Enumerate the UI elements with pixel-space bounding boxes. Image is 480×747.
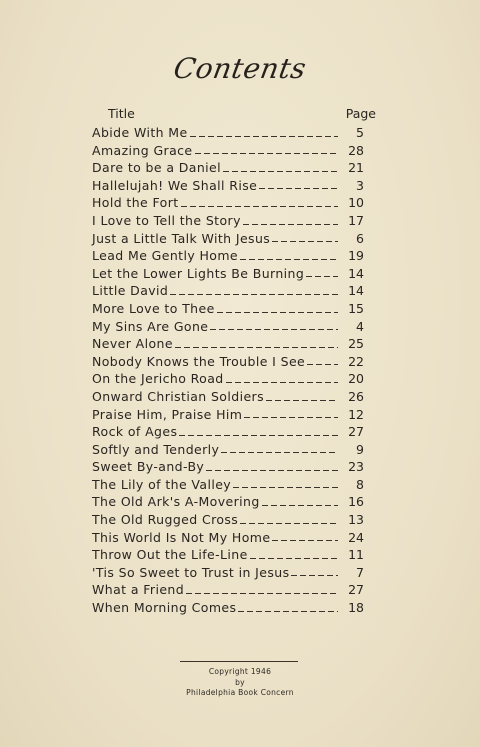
toc-entry — [92, 511, 364, 529]
dash-leader — [195, 153, 338, 154]
dash-leader — [240, 523, 338, 524]
toc-entry-title: Softly and Tenderly — [92, 441, 220, 457]
by-line: by — [235, 677, 245, 687]
toc-entry-page: 27 — [348, 424, 364, 440]
toc-entry — [92, 370, 364, 388]
toc-entry-title: Let the Lower Lights Be Burning — [92, 265, 305, 281]
toc-entry-title: The Old Rugged Cross — [92, 512, 239, 528]
toc-entry — [92, 564, 364, 582]
toc-entry — [92, 212, 364, 230]
dash-leader — [223, 171, 338, 172]
toc-entry — [92, 388, 364, 406]
dash-leader — [272, 241, 338, 242]
toc-entry-page: 3 — [356, 177, 364, 193]
toc-entry-page: 4 — [356, 318, 364, 334]
toc-entry — [92, 265, 364, 283]
toc-entry-page: 15 — [348, 300, 364, 316]
toc-entry-title: I Love to Tell the Story — [92, 212, 241, 228]
toc-entry — [92, 599, 364, 617]
toc-entry-page: 6 — [356, 230, 364, 246]
toc-entry-page: 11 — [348, 547, 364, 563]
toc-entry — [92, 441, 364, 459]
dash-leader — [238, 611, 338, 612]
toc-entry — [92, 476, 364, 494]
toc-entry-page: 17 — [348, 212, 364, 228]
dash-leader — [179, 435, 338, 436]
toc-entry-page: 7 — [356, 564, 364, 580]
toc-entry-title: Nobody Knows the Trouble I See — [92, 353, 306, 369]
toc-entry-title: This World Is Not My Home — [92, 529, 271, 545]
toc-entry-title: On the Jericho Road — [92, 371, 224, 387]
dash-leader — [291, 575, 338, 576]
toc-entry-title: Praise Him, Praise Him — [92, 406, 243, 422]
dash-leader — [181, 206, 338, 207]
toc-entry — [92, 423, 364, 441]
toc-entry-title: Little David — [92, 283, 169, 299]
toc-entry — [92, 142, 364, 160]
dash-leader — [266, 400, 338, 401]
toc-entry-page: 19 — [348, 248, 364, 264]
toc-entry-title: Throw Out the Life-Line — [92, 547, 248, 563]
toc-entry-title: The Old Ark's A-Movering — [92, 494, 260, 510]
toc-entry-page: 23 — [348, 459, 364, 475]
page-title: Contents — [171, 52, 309, 85]
toc-entry-page: 21 — [348, 160, 364, 176]
toc-entry-page: 14 — [348, 265, 364, 281]
toc-entry-page: 20 — [348, 371, 364, 387]
toc-entry — [92, 335, 364, 353]
dash-leader — [307, 364, 338, 365]
toc-entry-page: 10 — [348, 195, 364, 211]
toc-entry-title: Just a Little Talk With Jesus — [92, 230, 271, 246]
colophon — [0, 667, 480, 699]
dash-leader — [243, 224, 338, 225]
toc-entry — [92, 194, 364, 212]
dash-leader — [170, 294, 338, 295]
toc-entry — [92, 493, 364, 511]
toc-entry — [92, 282, 364, 300]
dash-leader — [250, 558, 338, 559]
toc-entry-title: Amazing Grace — [92, 142, 193, 158]
toc-entry-page: 12 — [348, 406, 364, 422]
toc-entry-page: 27 — [348, 582, 364, 598]
dash-leader — [244, 417, 338, 418]
toc-entry-title: Lead Me Gently Home — [92, 248, 239, 264]
toc-entry-page: 13 — [348, 512, 364, 528]
toc-entry — [92, 581, 364, 599]
toc-entry-title: Sweet By-and-By — [92, 459, 205, 475]
toc-entry — [92, 230, 364, 248]
toc-entry-page: 22 — [348, 353, 364, 369]
toc-entry-title: Dare to be a Daniel — [92, 160, 222, 176]
toc-entry-title: When Morning Comes — [92, 600, 237, 616]
dash-leader — [259, 188, 338, 189]
toc-entry-title: Hallelujah! We Shall Rise — [92, 177, 258, 193]
dash-leader — [186, 593, 338, 594]
toc-entry-page: 18 — [348, 600, 364, 616]
dash-leader — [210, 329, 338, 330]
toc-entry-page: 9 — [356, 441, 364, 457]
dash-leader — [272, 540, 338, 541]
dash-leader — [233, 487, 338, 488]
toc-entry-title: Hold the Fort — [92, 195, 179, 211]
toc-entry — [92, 458, 364, 476]
dash-leader — [240, 259, 338, 260]
toc-entry — [92, 300, 364, 318]
dash-leader — [217, 312, 338, 313]
title-column-heading: Title — [108, 106, 135, 121]
toc-entry — [92, 177, 364, 195]
toc-entry-page: 16 — [348, 494, 364, 510]
toc-entry-page: 25 — [348, 336, 364, 352]
toc-entry-title: The Lily of the Valley — [92, 476, 232, 492]
toc-entry-title: 'Tis So Sweet to Trust in Jesus — [92, 564, 290, 580]
toc-entry-page: 26 — [348, 388, 364, 404]
dash-leader — [221, 452, 338, 453]
toc-entry-title: What a Friend — [92, 582, 185, 598]
divider-rule — [180, 661, 298, 662]
toc-entry — [92, 124, 364, 142]
dash-leader — [206, 470, 338, 471]
page-column-heading: Page — [345, 106, 376, 121]
toc-entry-title: Onward Christian Soldiers — [92, 388, 264, 404]
dash-leader — [190, 136, 338, 137]
toc-entry-page: 24 — [348, 529, 364, 545]
toc-entry-page: 8 — [356, 476, 364, 492]
toc-entry — [92, 247, 364, 265]
toc-header — [92, 106, 378, 122]
publisher-line: Philadelphia Book Concern — [186, 688, 294, 697]
dash-leader — [306, 276, 338, 277]
toc-entry-title: Abide With Me — [92, 125, 188, 140]
copyright-line: Copyright 1946 — [208, 667, 272, 676]
toc-entry-page: 14 — [348, 283, 364, 299]
toc-entry-title: My Sins Are Gone — [92, 318, 209, 334]
toc-entry — [92, 159, 364, 177]
toc-entry-title: Rock of Ages — [92, 424, 178, 440]
toc-entry — [92, 406, 364, 424]
toc-entry-page: 28 — [348, 142, 364, 158]
table-of-contents — [92, 124, 364, 617]
toc-entry — [92, 353, 364, 371]
toc-entry-title: More Love to Thee — [92, 300, 215, 316]
dash-leader — [175, 347, 338, 348]
dash-leader — [226, 382, 338, 383]
toc-entry — [92, 318, 364, 336]
toc-entry — [92, 529, 364, 547]
toc-entry-page: 5 — [356, 125, 364, 140]
toc-entry — [92, 546, 364, 564]
toc-entry-title: Never Alone — [92, 336, 173, 352]
dash-leader — [262, 505, 338, 506]
